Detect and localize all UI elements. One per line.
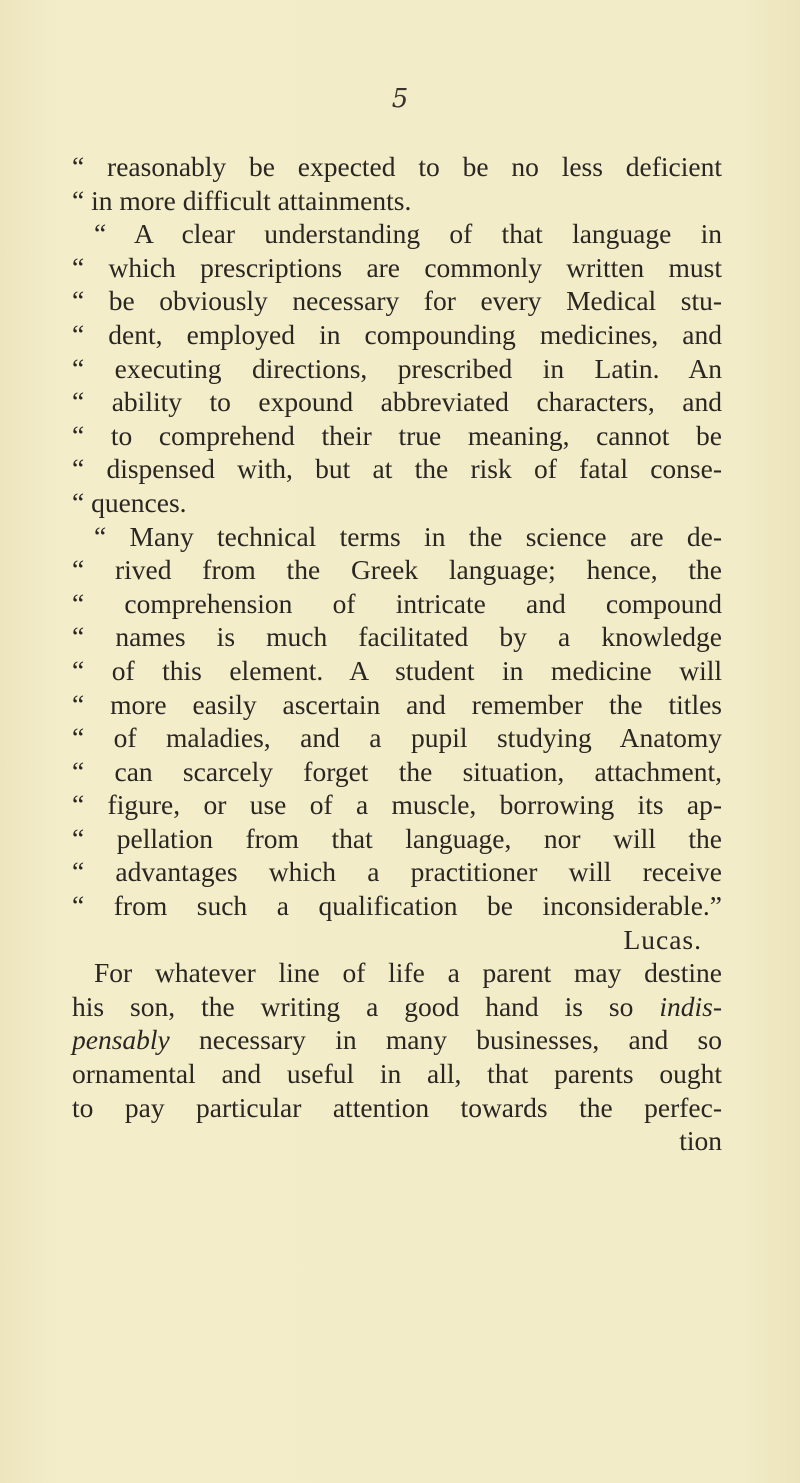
text-line [72, 1057, 722, 1091]
italic-word: indis- [659, 990, 722, 1022]
text-line [72, 755, 722, 789]
text-line-content: “ of this element. A student in medicine will [72, 654, 722, 686]
text-line [72, 520, 722, 554]
text-line-content: “ of maladies, and a pupil studying Anatomy [72, 722, 722, 754]
text-line-content: “ executing directions, prescribed in Latin. An [72, 352, 722, 384]
text-line-content: “ rived from the Greek language; hence, the [72, 554, 722, 586]
italic-word: pensably [72, 1024, 170, 1056]
text-line-content: his son, the writing a good hand is so [72, 990, 660, 1022]
text-line-content: “ which prescriptions are commonly written must [72, 251, 722, 283]
text-line-content: ornamental and useful in all, that parents ought [72, 1058, 722, 1090]
text-line [72, 721, 722, 755]
text-line [72, 150, 722, 184]
text-line [72, 923, 722, 957]
text-line-content: “ more easily ascertain and remember the titles [72, 688, 722, 720]
text-line [72, 553, 722, 587]
text-line-content: “ reasonably be expected to be no less deficient [72, 151, 722, 182]
text-line-content: “ to comprehend their true meaning, cannot be [72, 419, 722, 451]
text-line [72, 956, 722, 990]
text-line [72, 385, 722, 419]
text-line-content: “ can scarcely forget the situation, attachment, [72, 755, 722, 787]
text-line [72, 587, 722, 621]
text-line [72, 990, 722, 1024]
text-line-content: “ dent, employed in compounding medicines, and [72, 318, 722, 350]
text-line-content: “ from such a qualification be inconsiderable.” [72, 890, 722, 922]
text-line [72, 184, 722, 218]
text-line-content: “ names is much facilitated by a knowledge [72, 621, 722, 653]
text-line-content: tion [679, 1125, 722, 1157]
text-line [72, 419, 722, 453]
text-line-content: “ Many technical terms in the science are de- [94, 520, 722, 552]
body-text [72, 150, 722, 1158]
text-line-content: to pay particular attention towards the perfec- [72, 1091, 722, 1123]
text-line [72, 251, 722, 285]
text-line-content: For whatever line of life a parent may destine [94, 957, 722, 989]
text-line-content: “ be obviously necessary for every Medical stu- [72, 285, 722, 317]
text-line [72, 1124, 722, 1158]
text-line [72, 822, 722, 856]
page-number: 5 [391, 84, 409, 114]
text-line [72, 352, 722, 386]
text-line [72, 654, 722, 688]
text-line [72, 452, 722, 486]
text-line-content: “ dispensed with, but at the risk of fatal conse- [72, 453, 722, 485]
text-line [72, 620, 722, 654]
text-line-content: “ advantages which a practitioner will receive [72, 856, 722, 888]
text-line [72, 788, 722, 822]
text-line [72, 1091, 722, 1125]
text-line [72, 855, 722, 889]
text-line-content: Lucas. [623, 923, 702, 955]
text-line-content: “ pellation from that language, nor will the [72, 822, 722, 854]
text-line-content: “ figure, or use of a muscle, borrowing its ap- [72, 789, 722, 821]
text-line [72, 889, 722, 923]
text-line-content: “ quences. [72, 486, 187, 518]
text-line-content: “ A clear understanding of that language in [94, 218, 722, 250]
text-line [72, 284, 722, 318]
text-line [72, 217, 722, 251]
text-line-content: “ comprehension of intricate and compound [72, 587, 722, 619]
text-line-content: “ in more difficult attainments. [72, 184, 412, 216]
text-line [72, 486, 722, 520]
text-line [72, 688, 722, 722]
text-line [72, 318, 722, 352]
text-line-content: “ ability to expound abbreviated characters, and [72, 386, 722, 418]
text-line-continuation: necessary in many businesses, and so [169, 1024, 722, 1056]
text-line [72, 1023, 722, 1057]
